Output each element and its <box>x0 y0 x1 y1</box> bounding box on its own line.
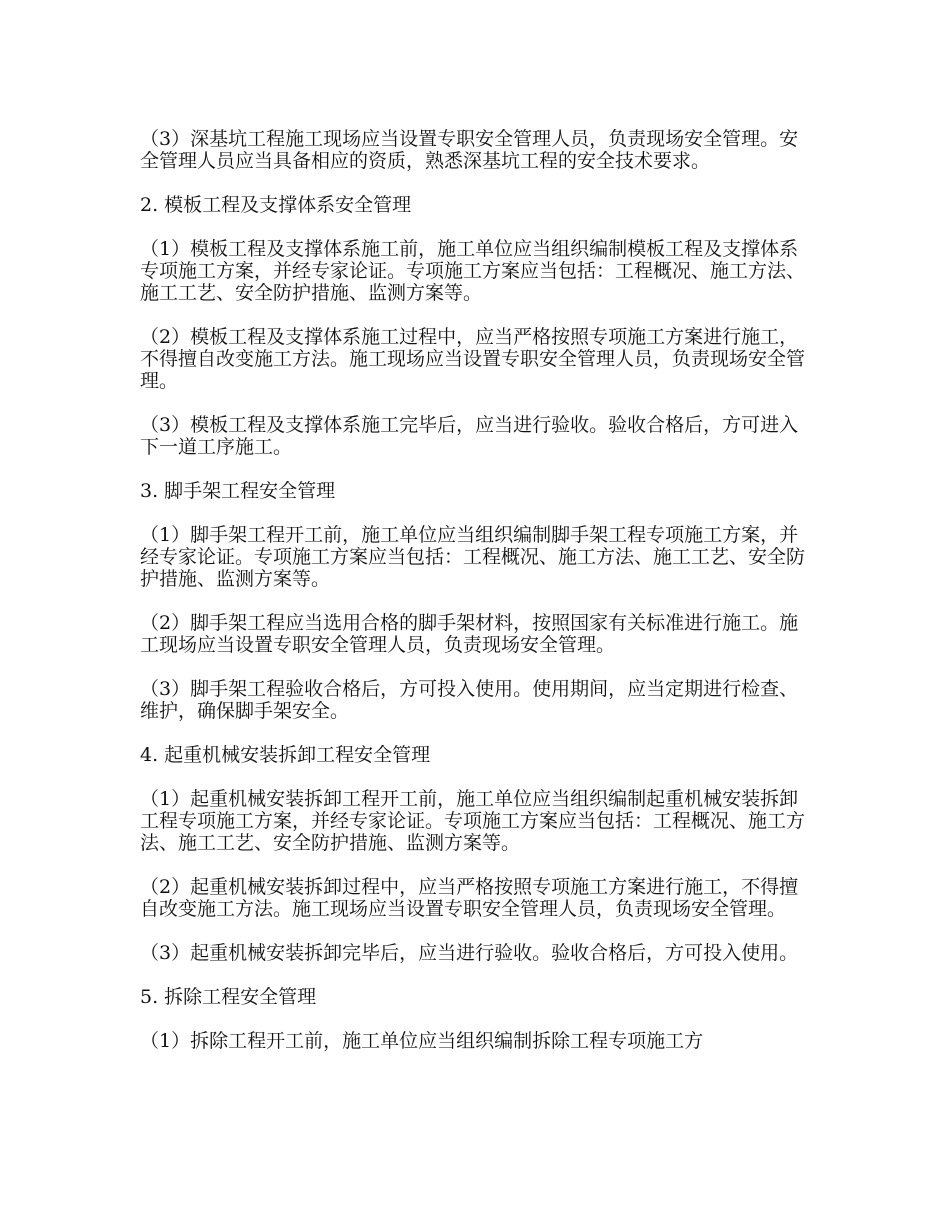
paragraph: （3）脚手架工程验收合格后，方可投入使用。使用期间，应当定期进行检查、维护，确保脚手架安全。 <box>140 678 799 722</box>
paragraph: （1）拆除工程开工前，施工单位应当组织编制拆除工程专项施工方 <box>140 1030 704 1052</box>
paragraph: （1）模板工程及支撑体系施工前，施工单位应当组织编制模板工程及支撑体系专项施工方案，并经专家论证。专项施工方案应当包括：工程概况、施工方法、施工工艺、安全防护措施、监测方案等。 <box>140 238 806 304</box>
document-body <box>140 128 812 1074</box>
paragraph: （1）脚手架工程开工前，施工单位应当组织编制脚手架工程专项施工方案，并经专家论证。专项施工方案应当包括：工程概况、施工方法、施工工艺、安全防护措施、监测方案等。 <box>140 524 806 590</box>
paragraph: （1）起重机械安装拆卸工程开工前，施工单位应当组织编制起重机械安装拆卸工程专项施工方案，并经专家论证。专项施工方案应当包括：工程概况、施工方法、施工工艺、安全防护措施、监测方案等。 <box>140 788 806 854</box>
paragraph: （3）起重机械安装拆卸完毕后，应当进行验收。验收合格后，方可投入使用。 <box>140 942 799 964</box>
paragraph: （3）模板工程及支撑体系施工完毕后，应当进行验收。验收合格后，方可进入下一道工序施工。 <box>140 414 799 458</box>
paragraph: （2）模板工程及支撑体系施工过程中，应当严格按照专项施工方案进行施工，不得擅自改变施工方法。施工现场应当设置专职安全管理人员，负责现场安全管理。 <box>140 326 806 392</box>
section-heading: 5. 拆除工程安全管理 <box>140 986 317 1008</box>
section-heading: 4. 起重机械安装拆卸工程安全管理 <box>140 744 431 766</box>
paragraph: （2）起重机械安装拆卸过程中，应当严格按照专项施工方案进行施工，不得擅自改变施工方法。施工现场应当设置专职安全管理人员，负责现场安全管理。 <box>140 876 799 920</box>
section-heading: 2. 模板工程及支撑体系安全管理 <box>140 194 412 216</box>
paragraph: （3）深基坑工程施工现场应当设置专职安全管理人员，负责现场安全管理。安全管理人员应当具备相应的资质，熟悉深基坑工程的安全技术要求。 <box>140 128 799 172</box>
paragraph: （2）脚手架工程应当选用合格的脚手架材料，按照国家有关标准进行施工。施工现场应当设置专职安全管理人员，负责现场安全管理。 <box>140 612 799 656</box>
section-heading: 3. 脚手架工程安全管理 <box>140 480 336 502</box>
